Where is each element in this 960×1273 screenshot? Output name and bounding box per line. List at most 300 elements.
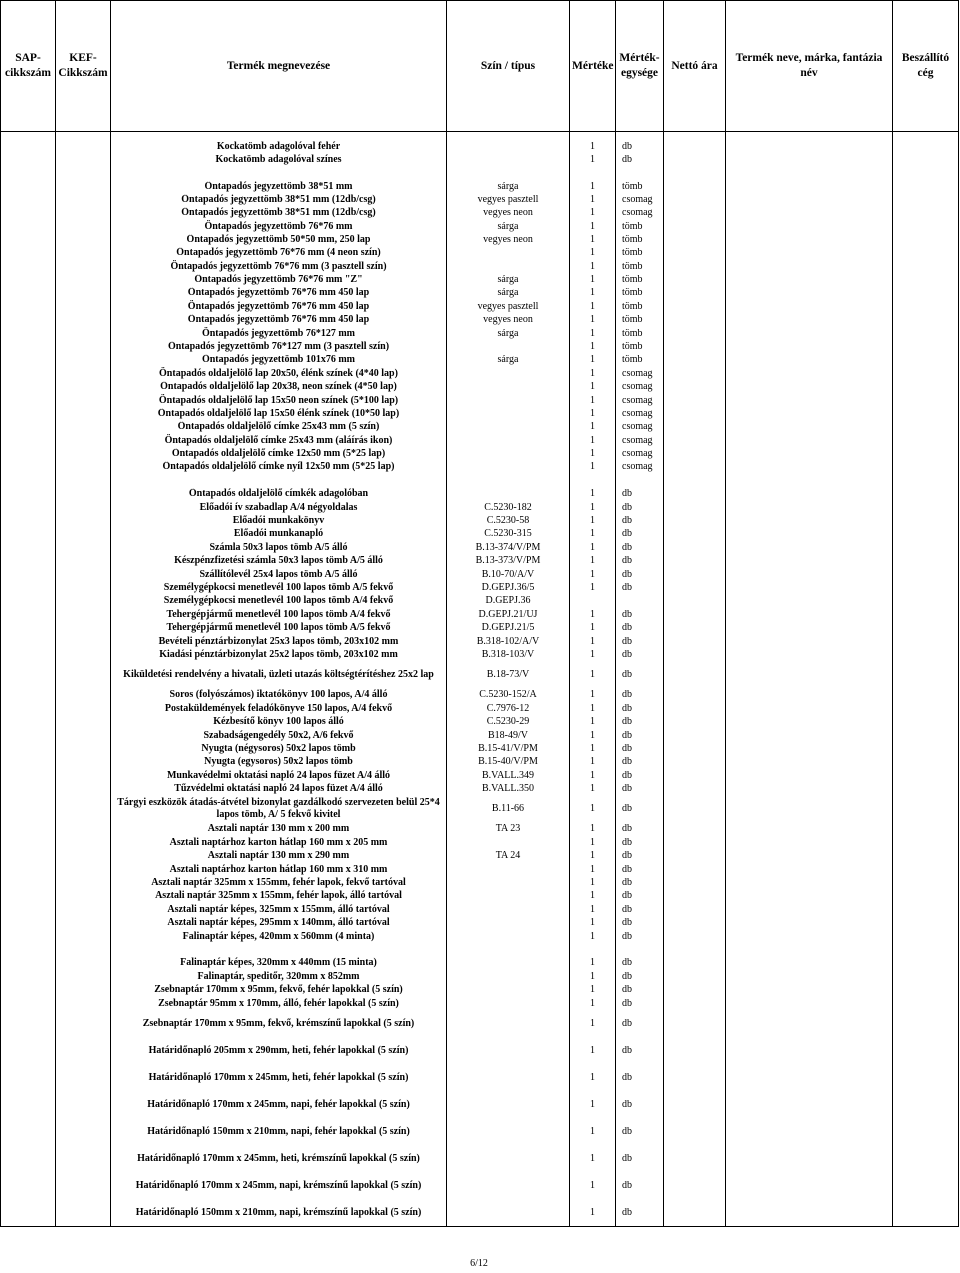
unit-cell [616, 132, 664, 141]
color-type-cell: TA 24 [447, 850, 570, 863]
kef-cell [56, 207, 111, 220]
net-price-cell [664, 863, 726, 877]
sap-cell [1, 408, 56, 421]
brand-cell [726, 181, 893, 194]
color-type-cell: B.318-103/V [447, 649, 570, 662]
product-name-cell: Készpénzfizetési számla 50x3 lapos tömb A/5 álló [111, 555, 447, 568]
sap-cell [1, 434, 56, 448]
table-row [1, 394, 959, 408]
measure-cell [570, 132, 616, 141]
kef-cell [56, 649, 111, 662]
color-type-cell [447, 957, 570, 970]
color-type-cell: vegyes pasztell [447, 194, 570, 207]
unit-cell: tömb [616, 314, 664, 327]
measure-cell: 1 [570, 850, 616, 863]
color-type-cell [447, 448, 570, 461]
color-type-cell [447, 434, 570, 448]
product-name-cell: Kockatömb adagolóval színes [111, 154, 447, 167]
unit-cell: csomag [616, 461, 664, 474]
kef-cell [56, 341, 111, 354]
table-body [1, 132, 959, 1227]
sap-cell [1, 957, 56, 970]
sap-cell [1, 207, 56, 220]
measure-cell: 1 [570, 220, 616, 234]
supplier-cell [893, 474, 959, 488]
brand-cell [726, 501, 893, 515]
sap-cell [1, 689, 56, 702]
product-name-cell: Számla 50x3 lapos tömb A/5 álló [111, 541, 447, 555]
net-price-cell [664, 850, 726, 863]
net-price-cell [664, 957, 726, 970]
measure-cell: 1 [570, 863, 616, 877]
product-name-cell: Zsebnaptár 95mm x 170mm, álló, fehér lapokkal (5 szín) [111, 997, 447, 1011]
measure-cell: 1 [570, 300, 616, 314]
net-price-cell [664, 649, 726, 662]
supplier-cell [893, 327, 959, 341]
table-row [1, 608, 959, 622]
net-price-cell [664, 154, 726, 167]
unit-cell [616, 944, 664, 957]
net-price-cell [664, 528, 726, 541]
unit-cell: tömb [616, 341, 664, 354]
table-row [1, 917, 959, 930]
color-type-cell [447, 394, 570, 408]
sap-cell [1, 903, 56, 917]
net-price-cell [664, 1038, 726, 1065]
brand-cell [726, 260, 893, 274]
net-price-cell [664, 997, 726, 1011]
brand-cell [726, 541, 893, 555]
brand-cell [726, 944, 893, 957]
net-price-cell [664, 1146, 726, 1173]
page-number: 6/12 [470, 1258, 488, 1269]
measure-cell: 1 [570, 141, 616, 154]
supplier-cell [893, 1200, 959, 1227]
table-row [1, 944, 959, 957]
kef-cell [56, 1146, 111, 1173]
unit-cell: db [616, 756, 664, 769]
product-name-cell: Szállítólevél 25x4 lapos tömb A/5 álló [111, 568, 447, 582]
table-row [1, 474, 959, 488]
table-row [1, 528, 959, 541]
measure-cell: 1 [570, 448, 616, 461]
table-row [1, 167, 959, 181]
unit-cell: tömb [616, 247, 664, 260]
brand-cell [726, 300, 893, 314]
measure-cell: 1 [570, 287, 616, 300]
supplier-cell [893, 488, 959, 501]
supplier-cell [893, 1065, 959, 1092]
color-type-cell [447, 1146, 570, 1173]
sap-cell [1, 823, 56, 836]
unit-cell: tömb [616, 354, 664, 367]
supplier-cell [893, 207, 959, 220]
measure-cell: 1 [570, 1011, 616, 1038]
brand-cell [726, 850, 893, 863]
measure-cell: 1 [570, 635, 616, 649]
kef-cell [56, 796, 111, 823]
header-merteke: Mértéke [570, 1, 616, 132]
color-type-cell: sárga [447, 354, 570, 367]
table-row [1, 649, 959, 662]
measure-cell: 1 [570, 1173, 616, 1200]
color-type-cell [447, 260, 570, 274]
sap-cell [1, 970, 56, 984]
measure-cell: 1 [570, 568, 616, 582]
product-name-cell: Kiküldetési rendelvény a hivatali, üzleti utazás költségtérítéshez 25x2 lap [111, 662, 447, 689]
color-type-cell [447, 903, 570, 917]
product-name-cell [111, 132, 447, 141]
table-row [1, 930, 959, 944]
color-type-cell [447, 408, 570, 421]
unit-cell: db [616, 1146, 664, 1173]
sap-cell [1, 314, 56, 327]
product-name-cell: Öntapadós jegyzettömb 38*51 mm (12db/csg) [111, 207, 447, 220]
measure-cell: 1 [570, 181, 616, 194]
unit-cell: db [616, 930, 664, 944]
product-name-cell: Öntapadós jegyzettömb 76*76 mm 450 lap [111, 287, 447, 300]
table-row [1, 823, 959, 836]
measure-cell: 1 [570, 260, 616, 274]
unit-cell: db [616, 957, 664, 970]
unit-cell: db [616, 568, 664, 582]
measure-cell: 1 [570, 743, 616, 756]
unit-cell: db [616, 555, 664, 568]
color-type-cell [447, 1065, 570, 1092]
color-type-cell [447, 381, 570, 394]
color-type-cell: vegyes neon [447, 207, 570, 220]
supplier-cell [893, 930, 959, 944]
kef-cell [56, 689, 111, 702]
net-price-cell [664, 917, 726, 930]
kef-cell [56, 434, 111, 448]
sap-cell [1, 421, 56, 434]
product-name-cell: Falinaptár, speditőr, 320mm x 852mm [111, 970, 447, 984]
sap-cell [1, 863, 56, 877]
brand-cell [726, 970, 893, 984]
color-type-cell [447, 1038, 570, 1065]
sap-cell [1, 1038, 56, 1065]
product-name-cell: Határidőnapló 170mm x 245mm, napi, krémszínű lapokkal (5 szín) [111, 1173, 447, 1200]
color-type-cell [447, 421, 570, 434]
measure-cell: 1 [570, 716, 616, 729]
sap-cell [1, 729, 56, 743]
product-name-cell: Kézbesítő könyv 100 lapos álló [111, 716, 447, 729]
brand-cell [726, 743, 893, 756]
kef-cell [56, 528, 111, 541]
product-name-cell: Munkavédelmi oktatási napló 24 lapos füzet A/4 álló [111, 769, 447, 783]
brand-cell [726, 984, 893, 997]
color-type-cell [447, 474, 570, 488]
kef-cell [56, 1119, 111, 1146]
product-name-cell: Öntapadós oldaljelölő lap 15x50 neon színek (5*100 lap) [111, 394, 447, 408]
color-type-cell [447, 877, 570, 890]
sap-cell [1, 394, 56, 408]
product-name-cell: Előadói munkakönyv [111, 515, 447, 528]
table-row [1, 890, 959, 903]
brand-cell [726, 1038, 893, 1065]
supplier-cell [893, 716, 959, 729]
kef-cell [56, 1011, 111, 1038]
kef-cell [56, 247, 111, 260]
supplier-cell [893, 274, 959, 287]
measure-cell: 1 [570, 234, 616, 247]
sap-cell [1, 1011, 56, 1038]
measure-cell: 1 [570, 997, 616, 1011]
net-price-cell [664, 181, 726, 194]
measure-cell: 1 [570, 555, 616, 568]
color-type-cell [447, 367, 570, 381]
brand-cell [726, 354, 893, 367]
sap-cell [1, 702, 56, 716]
sap-cell [1, 260, 56, 274]
product-name-cell: Öntapadós oldaljelölő címkék adagolóban [111, 488, 447, 501]
sap-cell [1, 354, 56, 367]
net-price-cell [664, 903, 726, 917]
header-kef-cikkszam: KEF-Cikkszám [56, 1, 111, 132]
brand-cell [726, 622, 893, 635]
brand-cell [726, 595, 893, 608]
kef-cell [56, 944, 111, 957]
supplier-cell [893, 181, 959, 194]
table-row [1, 421, 959, 434]
supplier-cell [893, 595, 959, 608]
product-name-cell: Soros (folyószámos) iktatókönyv 100 lapos, A/4 álló [111, 689, 447, 702]
product-name-cell: Öntapadós oldaljelölő címke nyíl 12x50 mm (5*25 lap) [111, 461, 447, 474]
unit-cell: csomag [616, 381, 664, 394]
measure-cell: 1 [570, 354, 616, 367]
sap-cell [1, 247, 56, 260]
kef-cell [56, 260, 111, 274]
sap-cell [1, 528, 56, 541]
product-name-cell: Határidőnapló 150mm x 210mm, napi, krémszínű lapokkal (5 szín) [111, 1200, 447, 1227]
measure-cell: 1 [570, 984, 616, 997]
measure-cell: 1 [570, 836, 616, 850]
color-type-cell: sárga [447, 287, 570, 300]
supplier-cell [893, 314, 959, 327]
table-row [1, 287, 959, 300]
table-row [1, 783, 959, 796]
unit-cell: db [616, 917, 664, 930]
sap-cell [1, 568, 56, 582]
unit-cell: db [616, 1200, 664, 1227]
table-row [1, 194, 959, 207]
unit-cell: db [616, 622, 664, 635]
unit-cell: db [616, 716, 664, 729]
sap-cell [1, 769, 56, 783]
unit-cell: csomag [616, 367, 664, 381]
product-name-cell: Öntapadós jegyzettömb 76*127 mm [111, 327, 447, 341]
brand-cell [726, 582, 893, 595]
measure-cell: 1 [570, 408, 616, 421]
brand-cell [726, 608, 893, 622]
sap-cell [1, 515, 56, 528]
color-type-cell: vegyes neon [447, 314, 570, 327]
sap-cell [1, 300, 56, 314]
unit-cell: db [616, 970, 664, 984]
net-price-cell [664, 1119, 726, 1146]
brand-cell [726, 783, 893, 796]
product-name-cell: Zsebnaptár 170mm x 95mm, fekvő, fehér lapokkal (5 szín) [111, 984, 447, 997]
supplier-cell [893, 367, 959, 381]
table-row [1, 354, 959, 367]
brand-cell [726, 689, 893, 702]
sap-cell [1, 555, 56, 568]
table-row [1, 702, 959, 716]
supplier-cell [893, 1038, 959, 1065]
unit-cell: csomag [616, 194, 664, 207]
supplier-cell [893, 877, 959, 890]
unit-cell: db [616, 783, 664, 796]
kef-cell [56, 783, 111, 796]
table-row [1, 541, 959, 555]
net-price-cell [664, 274, 726, 287]
measure-cell: 1 [570, 1065, 616, 1092]
color-type-cell [447, 167, 570, 181]
table-row [1, 716, 959, 729]
color-type-cell: B.15-40/V/PM [447, 756, 570, 769]
sap-cell [1, 220, 56, 234]
kef-cell [56, 863, 111, 877]
measure-cell: 1 [570, 622, 616, 635]
kef-cell [56, 930, 111, 944]
product-name-cell: Öntapadós jegyzettömb 50*50 mm, 250 lap [111, 234, 447, 247]
unit-cell: db [616, 635, 664, 649]
net-price-cell [664, 327, 726, 341]
table-row [1, 622, 959, 635]
brand-cell [726, 367, 893, 381]
product-name-cell: Öntapadós jegyzettömb 76*76 mm 450 lap [111, 314, 447, 327]
product-name-cell: Öntapadós oldaljelölő címke 25x43 mm (aláírás ikon) [111, 434, 447, 448]
product-name-cell: Határidőnapló 170mm x 245mm, napi, fehér lapokkal (5 szín) [111, 1092, 447, 1119]
color-type-cell [447, 836, 570, 850]
product-name-cell: Tárgyi eszközök átadás-átvétel bizonylat gazdálkodó szervezeten belül 25*4 lapos tömb, A/ 5 fekvő kivitel [111, 796, 447, 823]
brand-cell [726, 314, 893, 327]
product-name-cell: Öntapadós oldaljelölő lap 20x50, élénk színek (4*40 lap) [111, 367, 447, 381]
product-name-cell: Öntapadós oldaljelölő címke 12x50 mm (5*25 lap) [111, 448, 447, 461]
brand-cell [726, 528, 893, 541]
brand-cell [726, 702, 893, 716]
table-row [1, 903, 959, 917]
net-price-cell [664, 729, 726, 743]
color-type-cell: sárga [447, 220, 570, 234]
header-netto-ara: Nettó ára [664, 1, 726, 132]
sap-cell [1, 381, 56, 394]
color-type-cell [447, 141, 570, 154]
header-mertekegysege: Mérték-egysége [616, 1, 664, 132]
color-type-cell: vegyes neon [447, 234, 570, 247]
unit-cell [616, 595, 664, 608]
unit-cell: db [616, 1173, 664, 1200]
brand-cell [726, 568, 893, 582]
supplier-cell [893, 769, 959, 783]
kef-cell [56, 132, 111, 141]
brand-cell [726, 877, 893, 890]
unit-cell: tömb [616, 274, 664, 287]
unit-cell: db [616, 743, 664, 756]
kef-cell [56, 622, 111, 635]
brand-cell [726, 1119, 893, 1146]
supplier-cell [893, 167, 959, 181]
brand-cell [726, 1065, 893, 1092]
measure-cell: 1 [570, 756, 616, 769]
unit-cell [616, 167, 664, 181]
table-row [1, 181, 959, 194]
supplier-cell [893, 354, 959, 367]
supplier-cell [893, 743, 959, 756]
net-price-cell [664, 541, 726, 555]
unit-cell: db [616, 850, 664, 863]
net-price-cell [664, 141, 726, 154]
unit-cell: tömb [616, 327, 664, 341]
kef-cell [56, 394, 111, 408]
sap-cell [1, 1065, 56, 1092]
unit-cell: db [616, 836, 664, 850]
brand-cell [726, 930, 893, 944]
net-price-cell [664, 836, 726, 850]
sap-cell [1, 501, 56, 515]
net-price-cell [664, 367, 726, 381]
kef-cell [56, 917, 111, 930]
supplier-cell [893, 756, 959, 769]
kef-cell [56, 877, 111, 890]
kef-cell [56, 1065, 111, 1092]
sap-cell [1, 287, 56, 300]
supplier-cell [893, 408, 959, 421]
unit-cell: db [616, 890, 664, 903]
net-price-cell [664, 1065, 726, 1092]
brand-cell [726, 234, 893, 247]
measure-cell: 1 [570, 461, 616, 474]
unit-cell: db [616, 608, 664, 622]
sap-cell [1, 783, 56, 796]
measure-cell: 1 [570, 154, 616, 167]
sap-cell [1, 1146, 56, 1173]
unit-cell [616, 474, 664, 488]
table-row [1, 756, 959, 769]
supplier-cell [893, 421, 959, 434]
supplier-cell [893, 890, 959, 903]
measure-cell: 1 [570, 823, 616, 836]
unit-cell: db [616, 903, 664, 917]
brand-cell [726, 132, 893, 141]
brand-cell [726, 434, 893, 448]
kef-cell [56, 448, 111, 461]
kef-cell [56, 421, 111, 434]
table-row [1, 850, 959, 863]
supplier-cell [893, 823, 959, 836]
table-row [1, 729, 959, 743]
color-type-cell [447, 154, 570, 167]
table-row [1, 1065, 959, 1092]
supplier-cell [893, 903, 959, 917]
brand-cell [726, 274, 893, 287]
unit-cell: db [616, 541, 664, 555]
net-price-cell [664, 421, 726, 434]
brand-cell [726, 1200, 893, 1227]
brand-cell [726, 515, 893, 528]
brand-cell [726, 461, 893, 474]
measure-cell: 1 [570, 314, 616, 327]
product-name-cell: Öntapadós jegyzettömb 76*76 mm 450 lap [111, 300, 447, 314]
net-price-cell [664, 260, 726, 274]
supplier-cell [893, 944, 959, 957]
supplier-cell [893, 501, 959, 515]
table-row [1, 314, 959, 327]
table-row [1, 154, 959, 167]
sap-cell [1, 836, 56, 850]
kef-cell [56, 702, 111, 716]
